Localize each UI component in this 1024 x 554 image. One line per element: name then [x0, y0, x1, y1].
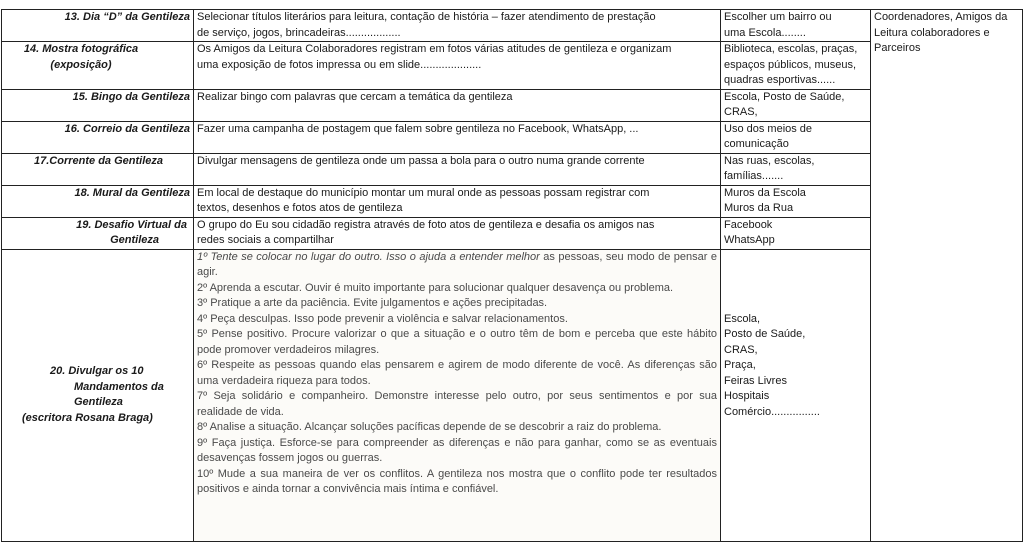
place-cell: Uso dos meios de comunicação: [721, 121, 871, 153]
list-item: 9º Faça justiça. Esforce-se para compreender as diferenças e não para ganhar, como se as eventuais desavenças fossem jogos ou guerras.: [197, 436, 717, 464]
list-item: 4º Peça desculpas. Isso pode prevenir a violência e salvar relacionamentos.: [197, 312, 568, 325]
list-item: 7º Seja solidário e companheiro. Demonstre interesse pelo outro, por seus sentimentos e por sua realidade de vida.: [197, 390, 717, 418]
activity-cell: 17.Corrente da Gentileza: [2, 153, 194, 185]
description-cell: Realizar bingo com palavras que cercam a temática da gentileza: [194, 89, 721, 121]
list-item: 1º Tente se colocar no lugar do outro. Isso o ajuda a entender melhor as pessoas, seu modo de pensar e agir.: [197, 250, 717, 278]
table-row: [2, 153, 1023, 185]
description-cell: Em local de destaque do município montar um mural onde as pessoas possam registrar com textos, desenhos e fotos atos de gentileza: [194, 185, 721, 217]
table-row: [2, 10, 1023, 42]
table-row: [2, 217, 1023, 249]
activity-cell: 16. Correio da Gentileza: [2, 121, 194, 153]
activity-cell: 13. Dia “D” da Gentileza: [2, 10, 194, 42]
description-cell: Os Amigos da Leitura Colaboradores registram em fotos várias atitudes de gentileza e organizam uma exposição de fotos impressa ou em slide....................: [194, 42, 721, 90]
activity-cell: 15. Bingo da Gentileza: [2, 89, 194, 121]
commandments-cell: [194, 249, 721, 541]
list-item: 10º Mude a sua maneira de ver os conflitos. A gentileza nos mostra que o conflito pode ter resultados positivos e ainda tornar a convivência mais íntima e confiável.: [197, 467, 717, 495]
activity-cell: 20. Divulgar os 10 Mandamentos da Gentileza (escritora Rosana Braga): [2, 249, 194, 541]
activity-cell: 19. Desafio Virtual da Gentileza: [2, 217, 194, 249]
activity-cell: 14. Mostra fotográfica (exposição): [2, 42, 194, 90]
place-cell: Escolher um bairro ou uma Escola........: [721, 10, 871, 42]
list-item: 3º Pratique a arte da paciência. Evite julgamentos e ações precipitadas.: [197, 297, 548, 309]
place-cell: Escola, Posto de Saúde, CRAS,: [721, 89, 871, 121]
place-cell: Nas ruas, escolas, famílias.......: [721, 153, 871, 185]
description-cell: Fazer uma campanha de postagem que falem sobre gentileza no Facebook, WhatsApp, ...: [194, 121, 721, 153]
table-row: [2, 185, 1023, 217]
place-cell: Biblioteca, escolas, praças, espaços públicos, museus, quadras esportivas......: [721, 42, 871, 90]
responsible-cell: Coordenadores, Amigos da Leitura colaboradores e Parceiros: [871, 10, 1023, 542]
description-cell: Selecionar títulos literários para leitura, contação de história – fazer atendimento de prestação de serviço, jogos, brincadeiras..................: [194, 10, 721, 42]
place-cell: Muros da Escola Muros da Rua: [721, 185, 871, 217]
table-row: [2, 89, 1023, 121]
activities-table: [1, 9, 1023, 542]
place-cell: Facebook WhatsApp: [721, 217, 871, 249]
table-row: [2, 121, 1023, 153]
description-cell: Divulgar mensagens de gentileza onde um passa a bola para o outro numa grande corrente: [194, 153, 721, 185]
table-row: [2, 249, 1023, 541]
list-item: 2º Aprenda a escutar. Ouvir é muito importante para solucionar qualquer desavença ou problema.: [197, 281, 674, 294]
place-cell: Escola, Posto de Saúde, CRAS, Praça, Feiras Livres Hospitais Comércio................: [721, 249, 871, 541]
list-item: 5º Pense positivo. Procure valorizar o que a situação e o outro têm de bom e perceba que este hábito pode promover verdadeiros milagres.: [197, 328, 717, 356]
list-item: 6º Respeite as pessoas quando elas pensarem e agirem de modo diferente de você. As diferenças são uma verdadeira riqueza para todos.: [197, 359, 717, 387]
list-item: 8º Analise a situação. Alcançar soluções pacíficas depende de se descobrir a raiz do problema.: [197, 421, 662, 433]
description-cell: O grupo do Eu sou cidadão registra através de foto atos de gentileza e desafia os amigos nas redes sociais a compartilhar: [194, 217, 721, 249]
activity-cell: 18. Mural da Gentileza: [2, 185, 194, 217]
table-row: [2, 42, 1023, 90]
